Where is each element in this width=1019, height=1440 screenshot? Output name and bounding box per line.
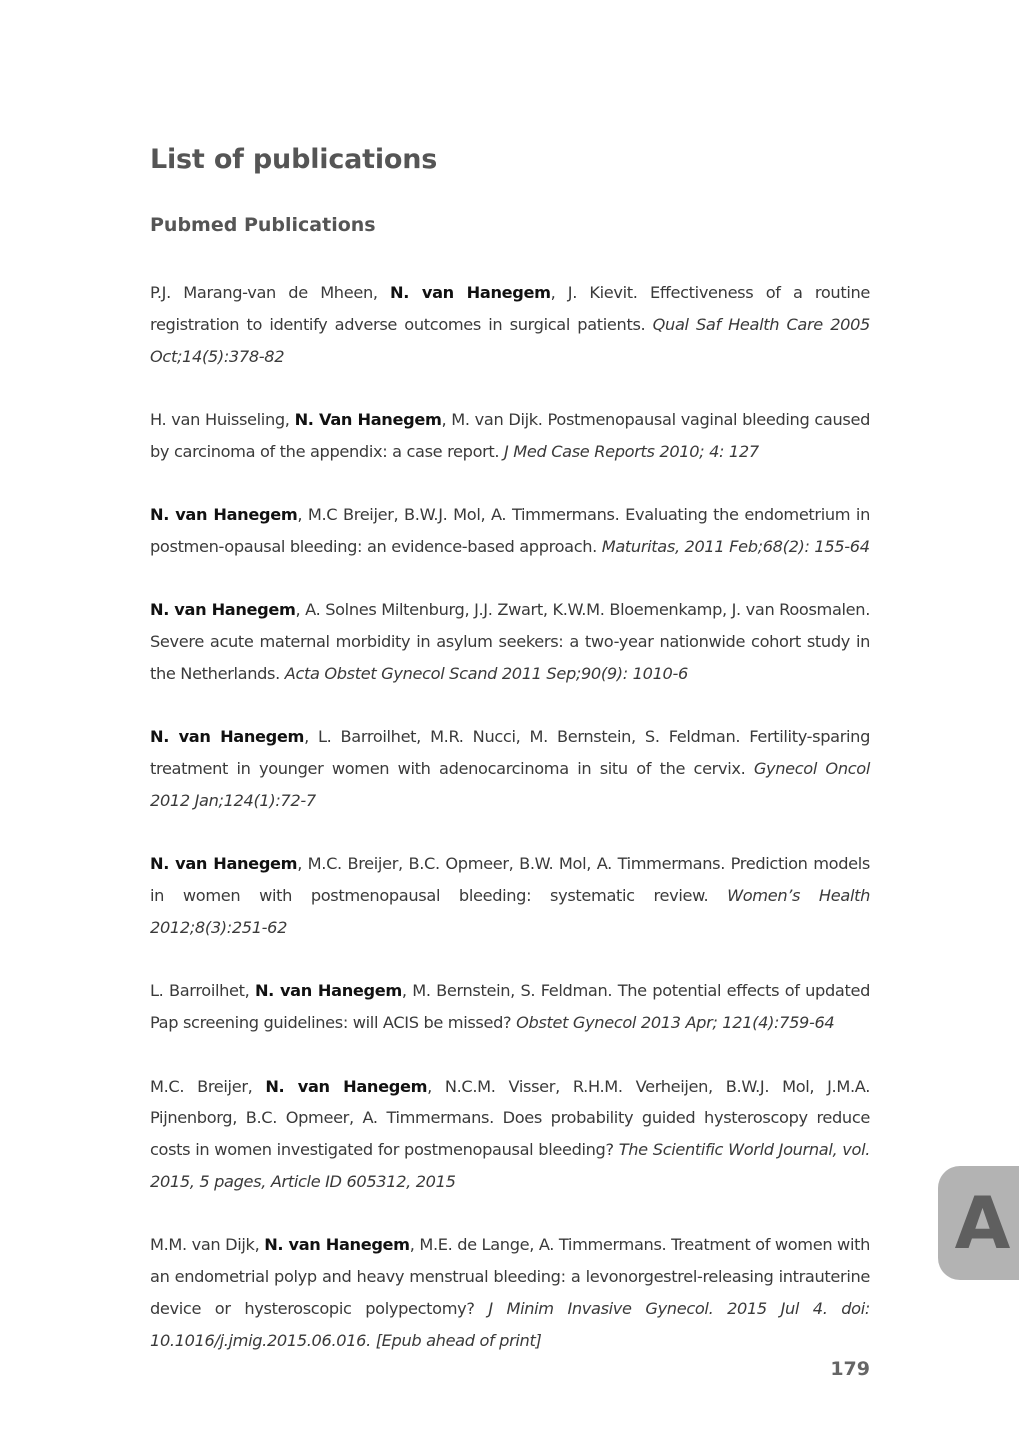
publication-pre-authors: H. van Huisseling, (150, 409, 295, 429)
publication-details: , L. Barroilhet, M.R. Nucci, M. Bernstein, S. Feldman. Fertility-sparing treatment in younger women with adenocarcinoma in situ of the cervix. (150, 727, 870, 779)
appendix-tab-marker (938, 1166, 1019, 1280)
publication-highlighted-author: N. van Hanegem (264, 1235, 410, 1255)
publication-journal: J Minim Invasive Gynecol. 2015 Jul 4. doi: 10.1016/j.jmig.2015.06.016. [Epub ahead of print] (150, 1298, 870, 1350)
publication-highlighted-author: N. van Hanegem (265, 1076, 428, 1096)
publication-details: , M.C Breijer, B.W.J. Mol, A. Timmermans. Evaluating the endometrium in postmen-opausal bleeding: an evidence-based approach. (150, 505, 870, 556)
publication-journal: Maturitas, 2011 Feb;68(2): 155-64 (601, 536, 870, 556)
publication-journal: Acta Obstet Gynecol Scand 2011 Sep;90(9): 1010-6 (284, 663, 688, 683)
page-title: List of publications (150, 144, 438, 175)
publication-list (150, 277, 870, 1388)
publication-journal: Women’s Health 2012;8(3):251-62 (150, 886, 870, 937)
publication-highlighted-author: N. van Hanegem (150, 854, 298, 874)
publication-pre-authors: M.C. Breijer, (150, 1076, 266, 1096)
publication-highlighted-author: N. Van Hanegem (294, 409, 442, 429)
section-heading: Pubmed Publications (150, 214, 376, 236)
publication-highlighted-author: N. van Hanegem (150, 600, 296, 620)
publication-entry (150, 594, 870, 689)
publication-details: , N.C.M. Visser, R.H.M. Verheijen, B.W.J. Mol, J.M.A. Pijnenborg, B.C. Opmeer, A. Timmermans. Does probability guided hysteroscopy reduce costs in women investigated for postmenopausal bleeding? (150, 1076, 870, 1160)
page-number: 179 (830, 1358, 870, 1380)
publication-journal: J Med Case Reports 2010; 4: 127 (504, 441, 759, 461)
publication-entry (150, 848, 870, 943)
publication-details: , J. Kievit. Effectiveness of a routine registration to identify adverse outcomes in surgical patients. (150, 283, 870, 334)
publication-highlighted-author: N. van Hanegem (150, 727, 305, 747)
publication-highlighted-author: N. van Hanegem (390, 283, 551, 302)
publication-highlighted-author: N. van Hanegem (254, 981, 402, 1001)
publication-journal: Gynecol Oncol 2012 Jan;124(1):72-7 (150, 759, 870, 810)
publication-entry (150, 404, 870, 468)
publication-pre-authors: P.J. Marang-van de Mheen, (150, 283, 391, 302)
publication-entry (150, 277, 870, 372)
publication-journal: Qual Saf Health Care 2005 Oct;14(5):378-82 (150, 314, 870, 366)
publication-details: , M.E. de Lange, A. Timmermans. Treatment of women with an endometrial polyp and heavy menstrual bleeding: a levonorgestrel-releasing intrauterine device or hysteroscopic polypectomy? (150, 1235, 870, 1318)
appendix-tab-letter: A (954, 1181, 1011, 1265)
publication-entry (150, 975, 870, 1039)
publication-details: , M.C. Breijer, B.C. Opmeer, B.W. Mol, A. Timmermans. Prediction models in women with postmenopausal bleeding: systematic review. (150, 854, 870, 906)
publication-entry (150, 721, 870, 816)
publication-journal: The Scientific World Journal, vol. 2015, 5 pages, Article ID 605312, 2015 (150, 1140, 871, 1191)
publication-entry (150, 499, 870, 563)
publication-details: , A. Solnes Miltenburg, J.J. Zwart, K.W.M. Bloemenkamp, J. van Roosmalen. Severe acute maternal morbidity in asylum seekers: a two-year nationwide cohort study in the Netherlands. (150, 600, 870, 683)
publication-details: , M. van Dijk. Postmenopausal vaginal bleeding caused by carcinoma of the appendix: a case report. (150, 409, 870, 461)
publication-journal: Obstet Gynecol 2013 Apr; 121(4):759-64 (516, 1013, 835, 1033)
publication-highlighted-author: N. van Hanegem (150, 505, 298, 525)
publication-entry (150, 1071, 870, 1198)
publication-pre-authors: M.M. van Dijk, (150, 1235, 265, 1255)
publication-entry (150, 1229, 870, 1356)
publication-pre-authors: L. Barroilhet, (150, 981, 255, 1001)
publication-details: , M. Bernstein, S. Feldman. The potential effects of updated Pap screening guidelines: will ACIS be missed? (150, 981, 870, 1033)
